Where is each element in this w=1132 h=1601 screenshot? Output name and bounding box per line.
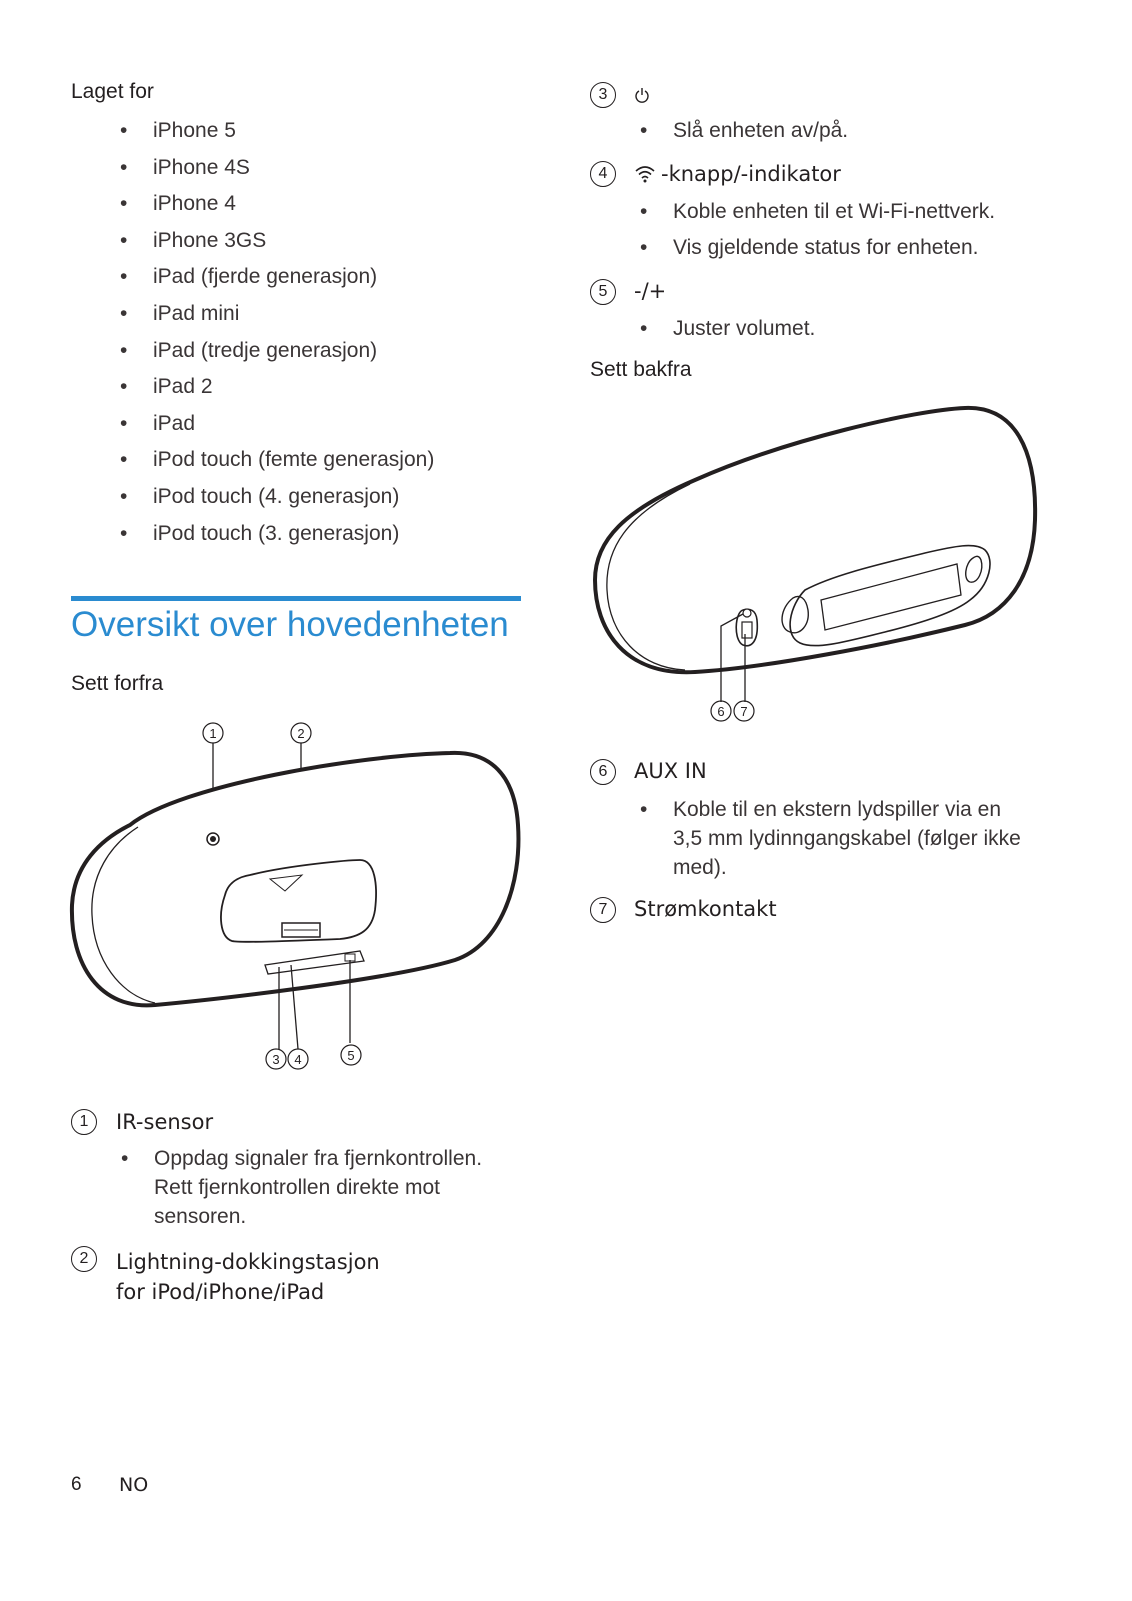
section-title: Oversikt over hovedenheten xyxy=(71,605,509,644)
item-description: • Slå enheten av/på. xyxy=(640,119,849,142)
callout-2 xyxy=(291,723,311,743)
list-item: • iPod touch (3. generasjon) xyxy=(120,521,400,545)
compat-intro: Laget for xyxy=(71,80,154,103)
item-title: Lightning-dokkingstasjon for iPod/iPhone/iPad xyxy=(116,1250,380,1304)
callout-7 xyxy=(734,701,754,721)
svg-text:6: 6 xyxy=(717,704,725,719)
wifi-icon xyxy=(634,165,656,187)
item-title: IR-sensor xyxy=(116,1110,214,1134)
list-item: • iPhone 5 xyxy=(120,119,236,142)
callout-5 xyxy=(341,1045,361,1065)
list-item: • iPhone 3GS xyxy=(120,228,267,252)
callout-3 xyxy=(266,1049,286,1069)
item-number-6: 6 xyxy=(590,759,616,785)
back-view-label: Sett bakfra xyxy=(590,358,692,381)
page-number: 6 xyxy=(71,1474,82,1495)
svg-text:3: 3 xyxy=(272,1052,280,1067)
list-item: • iPod touch (femte generasjon) xyxy=(120,448,435,472)
language-code: NO xyxy=(119,1474,149,1496)
svg-text:7: 7 xyxy=(740,704,748,719)
callout-6 xyxy=(711,701,731,721)
item-description: • Koble til en ekstern lydspiller via en 3,5 mm lydinngangskabel (følger ikke med). xyxy=(640,798,1021,879)
item-description: • Oppdag signaler fra fjernkontrollen. Rett fjernkontrollen direkte mot sensoren. xyxy=(121,1147,483,1228)
speaker-front-drawing xyxy=(60,715,530,1085)
item-title: Strømkontakt xyxy=(634,897,777,921)
item-number-4: 4 xyxy=(590,161,616,187)
svg-text:2: 2 xyxy=(297,726,305,741)
svg-text:4: 4 xyxy=(294,1052,302,1067)
callout-4 xyxy=(288,1049,308,1069)
item-title: AUX IN xyxy=(634,759,707,783)
item-number-1: 1 xyxy=(71,1109,97,1135)
item-number-5: 5 xyxy=(590,279,616,305)
svg-text:5: 5 xyxy=(347,1048,355,1063)
item-title: -/+ xyxy=(634,279,667,303)
list-item: • iPad xyxy=(120,411,196,435)
back-view-illustration xyxy=(585,400,1045,730)
callout-1 xyxy=(203,723,223,743)
front-view-illustration xyxy=(60,715,530,1085)
power-icon xyxy=(634,87,650,109)
list-item: • iPad mini xyxy=(120,301,240,325)
item-description: • Juster volumet. xyxy=(640,317,816,340)
item-number-2: 2 xyxy=(71,1246,97,1272)
svg-text:1: 1 xyxy=(209,726,217,741)
list-item: • iPad 2 xyxy=(120,375,213,399)
item-title: -knapp/-indikator xyxy=(661,162,841,186)
list-item: • iPhone 4 xyxy=(120,192,236,216)
list-item: • iPhone 4S xyxy=(120,155,250,179)
list-item: • iPod touch (4. generasjon) xyxy=(120,484,400,508)
item-number-3: 3 xyxy=(590,82,616,108)
item-description: • Koble enheten til et Wi-Fi-nettverk. • Vis gjeldende status for enheten. xyxy=(640,200,996,259)
list-item: • iPad (fjerde generasjon) xyxy=(120,265,378,289)
item-number-7: 7 xyxy=(590,897,616,923)
speaker-back-drawing xyxy=(585,400,1045,730)
front-view-label: Sett forfra xyxy=(71,672,164,695)
section-rule xyxy=(71,596,521,601)
compat-list xyxy=(120,113,435,552)
list-item: • iPad (tredje generasjon) xyxy=(120,338,378,362)
